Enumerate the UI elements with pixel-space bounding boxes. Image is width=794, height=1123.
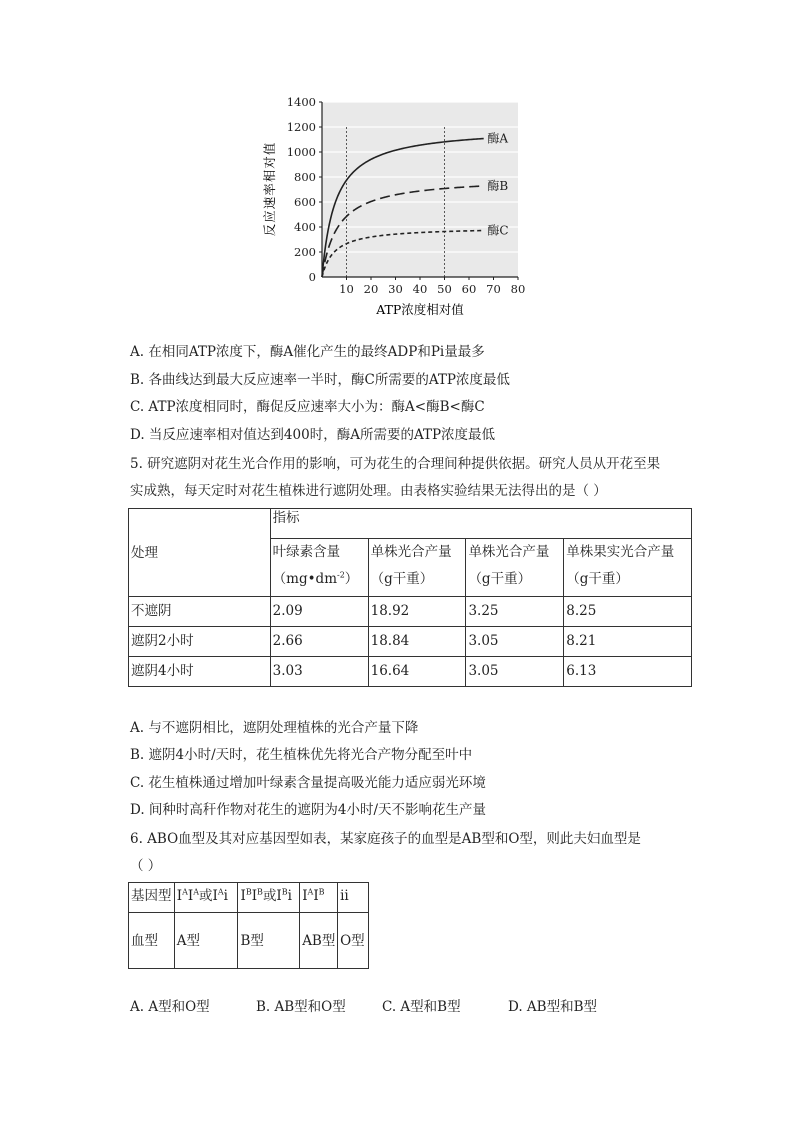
q5-cell: 3.05	[466, 657, 564, 687]
x-tick-label: 50	[437, 282, 452, 296]
q5-cell: 3.03	[270, 657, 368, 687]
q6-genotype-ab: $I^AI^B$	[300, 883, 338, 913]
q6-bloodtype-o: O型	[338, 913, 369, 969]
q5-cell: 8.21	[564, 627, 692, 657]
q5-header-index: 指标	[270, 509, 691, 539]
y-tick-label: 1200	[286, 120, 316, 134]
table-row	[129, 657, 692, 687]
series-label: 酶A	[487, 131, 509, 146]
q6-genotype-a: $I^AI^A$或$I^Ai$	[174, 883, 238, 913]
series-label: 酶B	[487, 178, 509, 193]
q5-cell: 8.25	[564, 597, 692, 627]
y-axis-label: 反应速率相对值	[262, 141, 277, 237]
y-tick-label: 1000	[286, 145, 316, 159]
x-tick-label: 80	[510, 282, 526, 296]
q4-option-b: B. 各曲线达到最大反应速率一半时，酶C所需要的ATP浓度最低	[130, 372, 510, 388]
q6-bloodtype-b: B型	[238, 913, 300, 969]
q4-option-d: D. 当反应速率相对值达到400时，酶A所需要的ATP浓度最低	[130, 427, 496, 443]
q5-cell: 16.64	[368, 657, 466, 687]
y-tick-label: 200	[294, 245, 316, 259]
y-tick-label: 1400	[286, 95, 316, 109]
x-tick-label: 40	[412, 282, 428, 296]
q5-table	[128, 508, 692, 687]
q6-option-a: A. A型和O型	[130, 999, 210, 1015]
q5-cell: 3.25	[466, 597, 564, 627]
q6-option-b: B. AB型和O型	[256, 999, 346, 1015]
q6-stem-line2: （ ）	[130, 858, 162, 874]
y-tick-label: 800	[294, 170, 316, 184]
q5-col-header: 单株光合产量 （g干重）	[466, 539, 564, 597]
q5-cell: 3.05	[466, 627, 564, 657]
q6-genotype-b: $I^BI^B$或$I^Bi$	[238, 883, 300, 913]
q6-option-c: C. A型和B型	[382, 999, 461, 1015]
y-tick-label: 0	[308, 270, 316, 284]
q5-col-header: 叶绿素含量 $(mg•dm^{-2})$	[270, 539, 368, 597]
q6-table	[128, 882, 369, 969]
q5-col-header: 单株光合产量 （g干重）	[368, 539, 466, 597]
q4-option-c: C. ATP浓度相同时，酶促反应速率大小为：酶A<酶B<酶C	[130, 399, 485, 415]
q5-cell: 不遮阴	[129, 597, 271, 627]
x-tick-label: 30	[388, 282, 403, 296]
q5-option-d: D. 间种时高秆作物对花生的遮阴为4小时/天不影响花生产量	[130, 802, 487, 818]
q5-col-header: 单株果实光合产量 （g干重）	[564, 539, 692, 597]
q5-option-c: C. 花生植株通过增加叶绿素含量提高吸光能力适应弱光环境	[130, 775, 486, 791]
q4-option-a: A. 在相同ATP浓度下，酶A催化产生的最终ADP和Pi量最多	[130, 344, 485, 360]
x-tick-label: 60	[461, 282, 477, 296]
q5-cell: 2.09	[270, 597, 368, 627]
q5-header-treatment: 处理	[129, 509, 271, 597]
q6-genotype-o: ii	[338, 883, 369, 913]
q6-option-d: D. AB型和B型	[508, 999, 598, 1015]
q5-cell: 6.13	[564, 657, 692, 687]
q5-option-a: A. 与不遮阴相比，遮阴处理植株的光合产量下降	[130, 720, 419, 736]
q6-bloodtype-a: A型	[174, 913, 238, 969]
y-tick-label: 400	[294, 220, 316, 234]
x-tick-label: 20	[363, 282, 379, 296]
q6-header-bloodtype: 血型	[129, 913, 175, 969]
table-row	[129, 627, 692, 657]
q6-stem-line1: 6. ABO血型及其对应基因型如表，某家庭孩子的血型是AB型和O型，则此夫妇血型是	[130, 831, 641, 847]
x-tick-label: 10	[339, 282, 354, 296]
x-axis-label: ATP浓度相对值	[376, 302, 464, 317]
q5-stem-line2: 实成熟，每天定时对花生植株进行遮阴处理。由表格实验结果无法得出的是（ ）	[130, 483, 607, 499]
q5-cell: 18.84	[368, 627, 466, 657]
q5-cell: 18.92	[368, 597, 466, 627]
q6-bloodtype-ab: AB型	[300, 913, 338, 969]
q5-stem-line1: 5. 研究遮阴对花生光合作用的影响，可为花生的合理间种提供依据。研究人员从开花至果	[130, 456, 661, 472]
q5-cell: 遮阴2小时	[129, 627, 271, 657]
enzyme-rate-chart	[258, 92, 538, 324]
table-row	[129, 597, 692, 627]
y-tick-label: 600	[294, 195, 316, 209]
q5-cell: 遮阴4小时	[129, 657, 271, 687]
series-label: 酶C	[487, 223, 509, 238]
q5-cell: 2.66	[270, 627, 368, 657]
q6-header-genotype: 基因型	[129, 883, 175, 913]
q5-option-b: B. 遮阴4小时/天时，花生植株优先将光合产物分配至叶中	[130, 747, 473, 763]
x-tick-label: 70	[486, 282, 501, 296]
